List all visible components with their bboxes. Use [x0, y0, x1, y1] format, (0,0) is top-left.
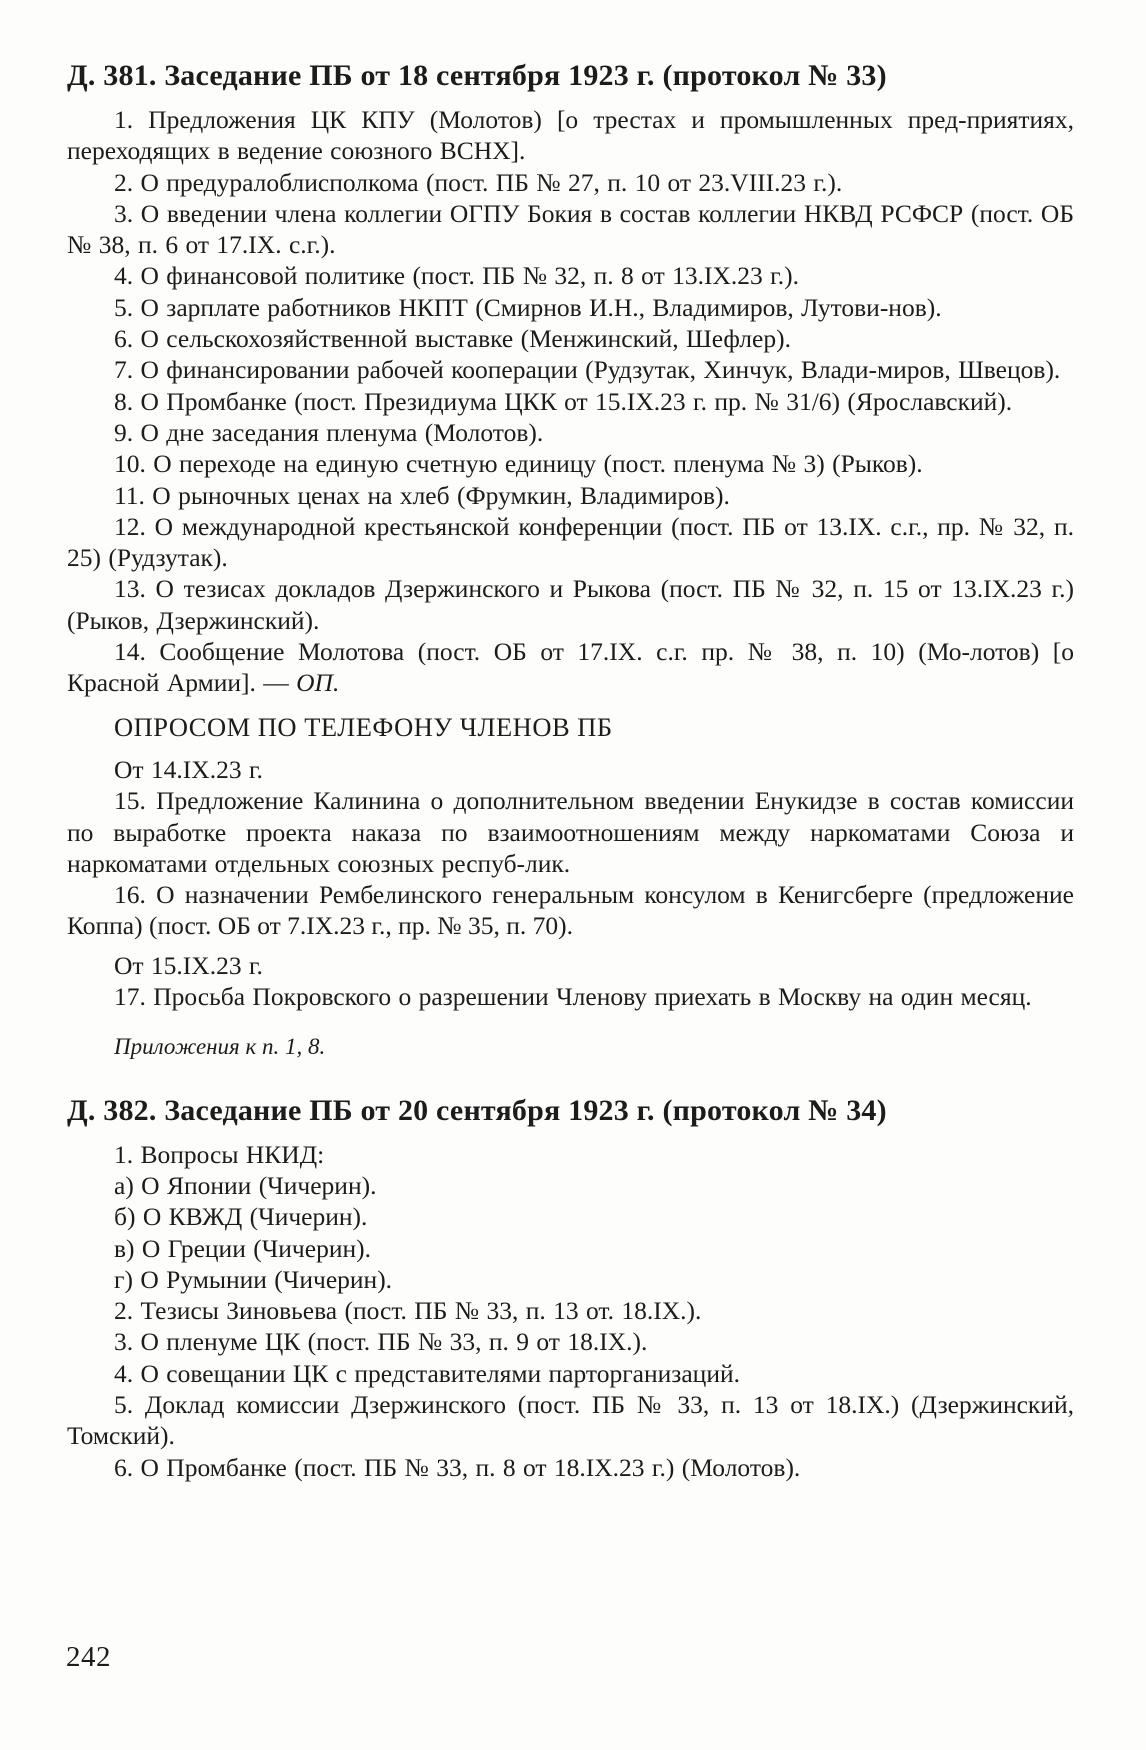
- agenda-subitem: б) О КВЖД (Чичерин).: [114, 1202, 368, 1232]
- poll-item: 16. О назначении Рембелинского генеральным консулом в Кенигсберге (предложение Коппа) (пост. ОБ от 7.IX.23 г., пр. № 35, п. 70).: [67, 880, 1074, 941]
- agenda-item: 10. О переходе на единую счетную единицу (пост. пленума № 3) (Рыков).: [114, 449, 923, 479]
- agenda-subitem: в) О Греции (Чичерин).: [114, 1233, 371, 1263]
- agenda-item: 2. О предуралоблисполкома (пост. ПБ № 27, п. 10 от 23.VIII.23 г.).: [114, 167, 843, 197]
- agenda-item: 6. О сельскохозяйственной выставке (Менжинский, Шефлер).: [114, 324, 791, 354]
- agenda-item-14-text: 14. Сообщение Молотова (пост. ОБ от 17.IX. с.г. пр. № 38, п. 10) (Мо-лотов) [о Красной Армии]. —: [67, 637, 1074, 698]
- page-content: [67, 58, 1074, 1483]
- agenda-item: 8. О Промбанке (пост. Президиума ЦКК от 15.IX.23 г. пр. № 31/6) (Ярославский).: [114, 386, 1013, 416]
- agenda-subitem: г) О Румынии (Чичерин).: [114, 1264, 393, 1294]
- agenda-item: 3. О пленуме ЦК (пост. ПБ № 33, п. 9 от 18.IX.).: [114, 1327, 648, 1357]
- doc382-title: Д. 382. Заседание ПБ от 20 сентября 1923 г. (протокол № 34): [67, 1093, 887, 1127]
- agenda-item: 3. О введении члена коллегии ОГПУ Бокия в состав коллегии НКВД РСФСР (пост. ОБ № 38, п. 6 от 17.IX. с.г.).: [67, 198, 1074, 260]
- agenda-item: 2. Тезисы Зиновьева (пост. ПБ № 33, п. 13 от. 18.IX.).: [114, 1296, 702, 1326]
- agenda-item: 5. Доклад комиссии Дзержинского (пост. ПБ № 33, п. 13 от 18.IX.) (Дзержинский, Томский).: [67, 1389, 1074, 1451]
- agenda-item: 13. О тезисах докладов Дзержинского и Рыкова (пост. ПБ № 32, п. 15 от 13.IX.23 г.) (Рыков, Дзержинский).: [67, 574, 1074, 635]
- doc381-title: Д. 381. Заседание ПБ от 18 сентября 1923 г. (протокол № 33): [67, 59, 887, 92]
- agenda-item: 1. Вопросы НКИД:: [114, 1139, 325, 1169]
- agenda-item: 11. О рыночных ценах на хлеб (Фрумкин, Владимиров).: [114, 480, 730, 510]
- agenda-subitem: а) О Японии (Чичерин).: [114, 1170, 377, 1200]
- agenda-item: 12. О международной крестьянской конференции (пост. ПБ от 13.IX. с.г., пр. № 32, п. 25) (Рудзутак).: [67, 511, 1074, 573]
- poll-item: 17. Просьба Покровского о разрешении Членову приехать в Москву на один месяц.: [114, 982, 1032, 1012]
- poll-item: 15. Предложение Калинина о дополнительном введении Енукидзе в состав комиссии по выработке проекта наказа по взаимоотношениям между наркоматами Союза и наркоматами отдельных союзных респуб-лик.: [67, 786, 1074, 878]
- agenda-item: 6. О Промбанке (пост. ПБ № 33, п. 8 от 18.IX.23 г.) (Молотов).: [114, 1452, 801, 1482]
- poll-heading: ОПРОСОМ ПО ТЕЛЕФОНУ ЧЛЕНОВ ПБ: [114, 711, 613, 742]
- special-folder-mark: ОП.: [296, 668, 340, 698]
- agenda-item: 1. Предложения ЦК КПУ (Молотов) [о трестах и промышленных пред-приятиях, переходящих в ведение союзного ВСНХ].: [67, 105, 1074, 166]
- agenda-item: 5. О зарплате работников НКПТ (Смирнов И.Н., Владимиров, Лутови-нов).: [114, 292, 942, 322]
- page-number: 242: [66, 1641, 111, 1673]
- agenda-item: 7. О финансировании рабочей кооперации (Рудзутак, Хинчук, Влади-миров, Швецов).: [114, 355, 1061, 385]
- agenda-item: 4. О совещании ЦК с представителями парторганизаций.: [114, 1358, 740, 1388]
- poll-date: От 14.IX.23 г.: [114, 754, 263, 784]
- poll-date: От 15.IX.23 г.: [114, 950, 263, 980]
- attachments-note: Приложения к п. 1, 8.: [114, 1034, 326, 1060]
- agenda-item: 4. О финансовой политике (пост. ПБ № 32, п. 8 от 13.IX.23 г.).: [114, 261, 799, 291]
- doc381-agenda: [67, 104, 1074, 699]
- agenda-item-14: [67, 636, 1074, 699]
- agenda-item: 9. О дне заседания пленума (Молотов).: [114, 417, 544, 447]
- doc382-agenda: [67, 1139, 1074, 1483]
